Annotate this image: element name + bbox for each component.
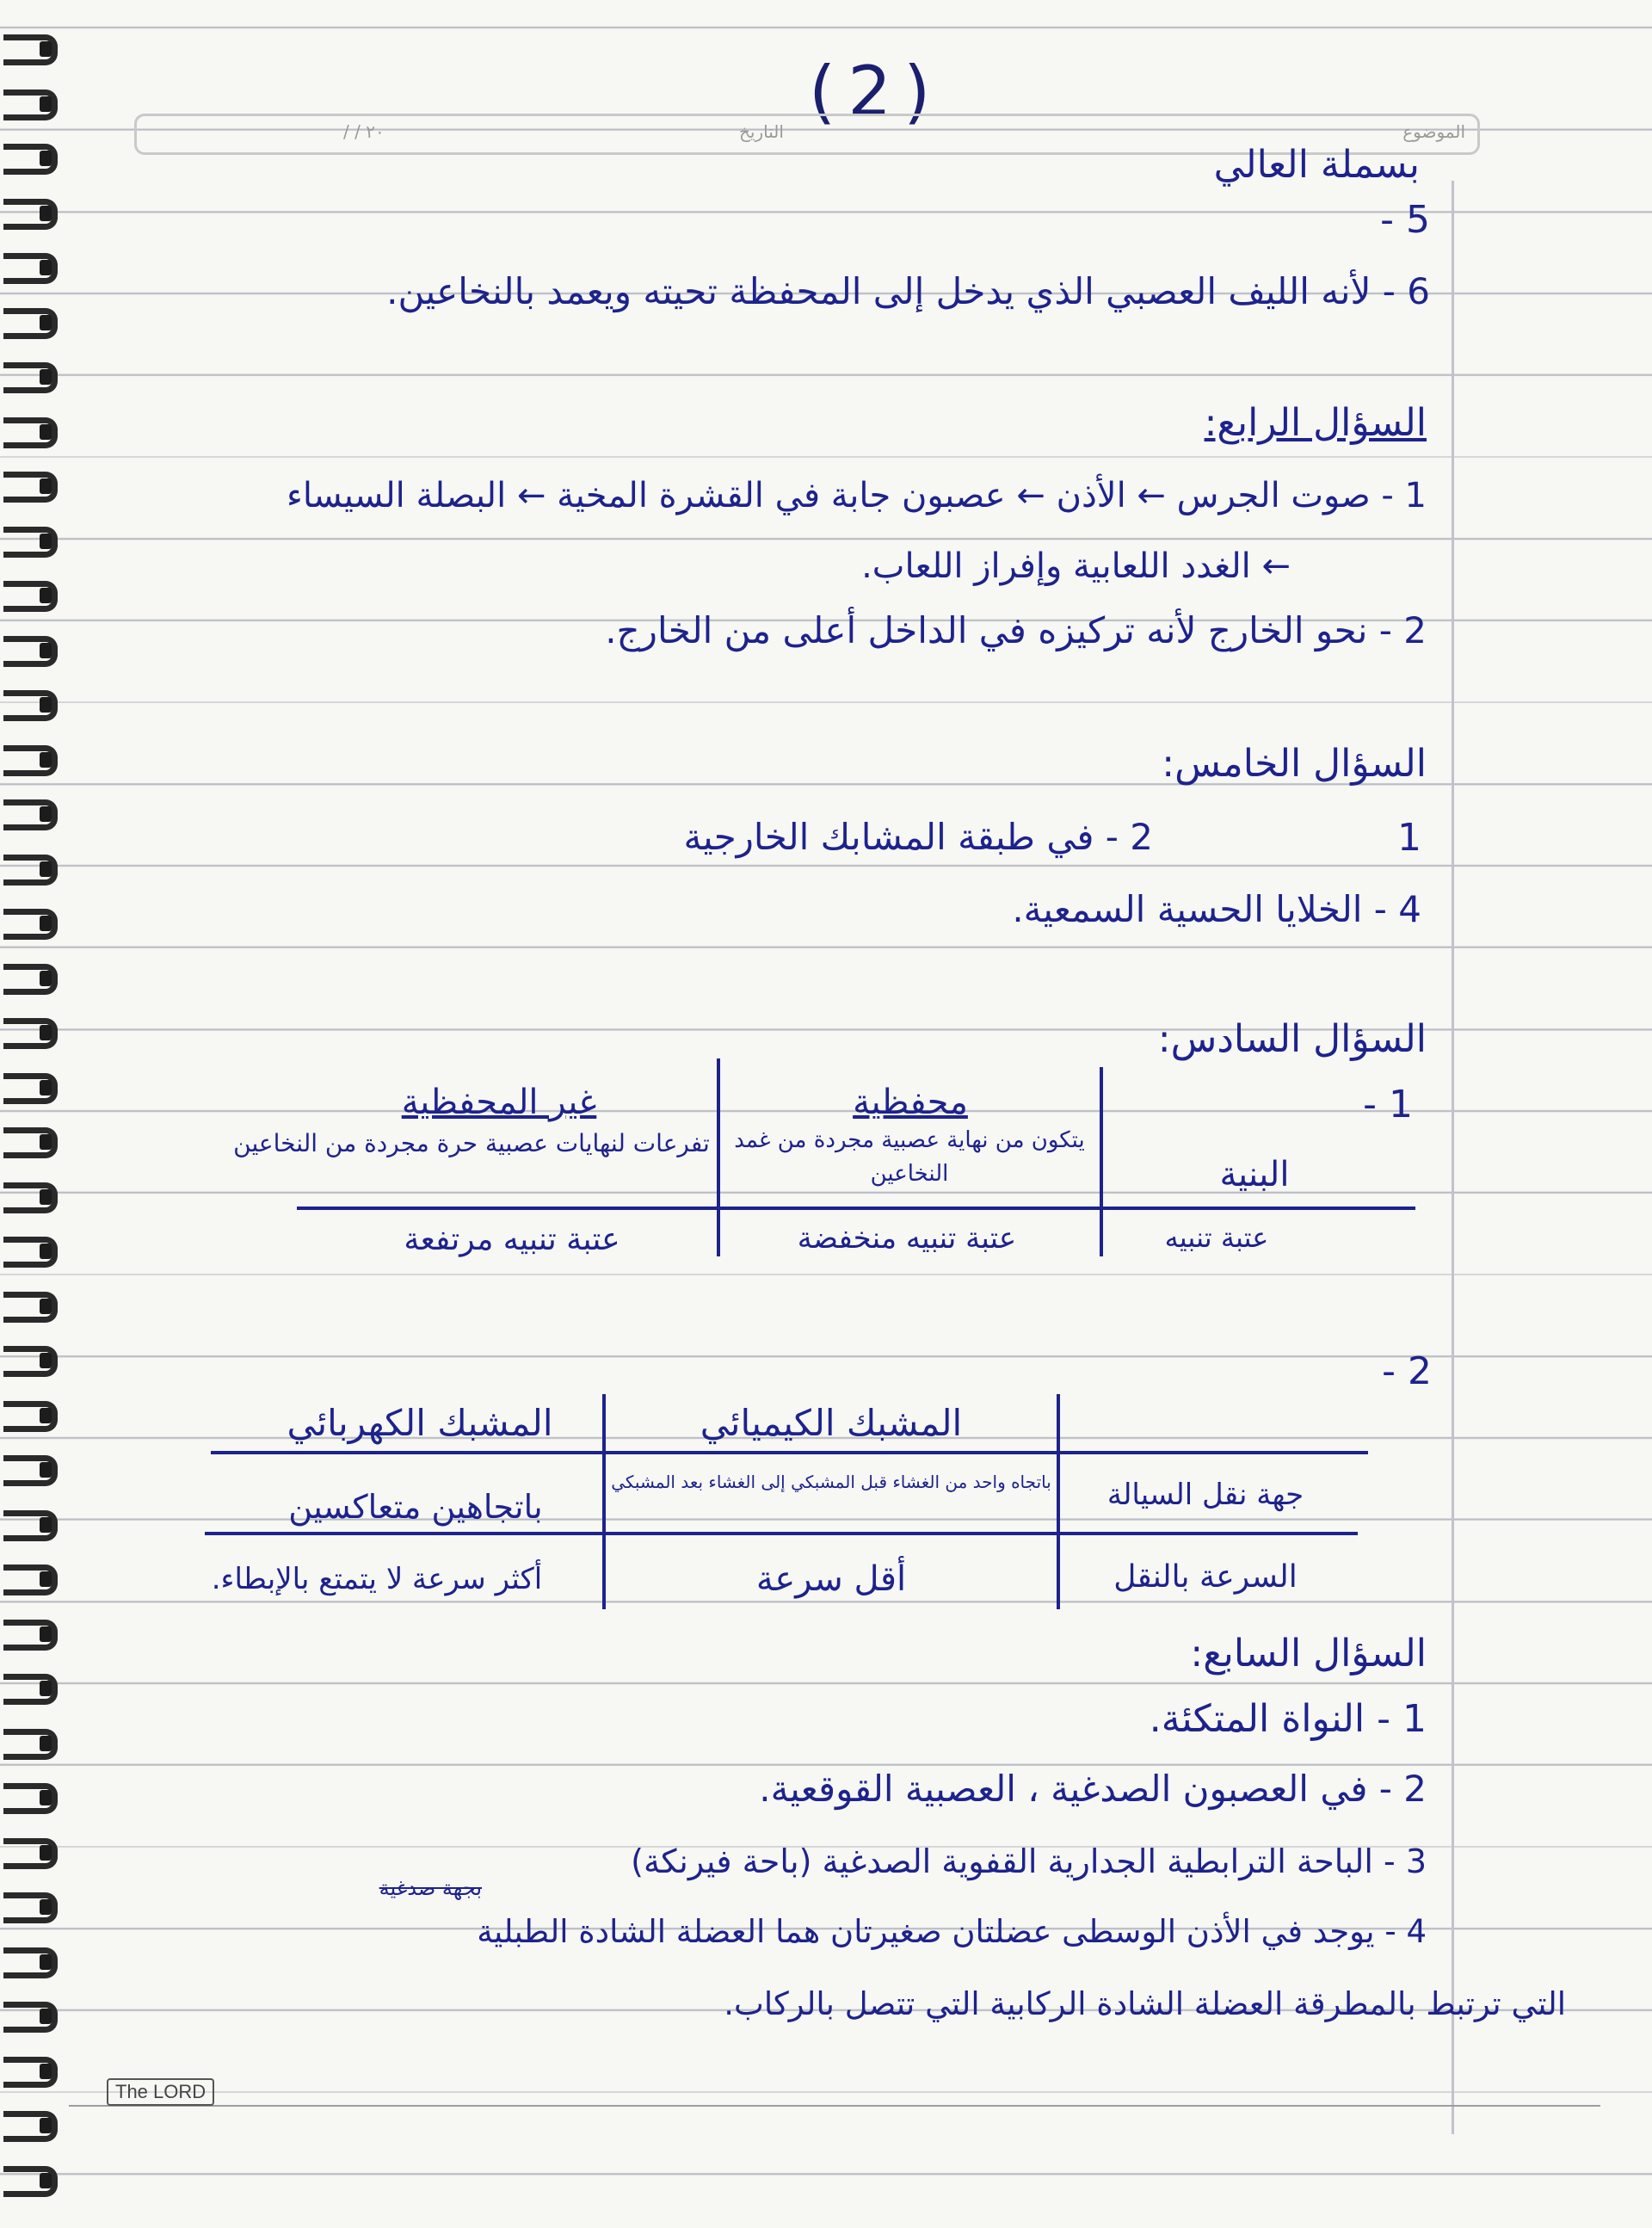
spiral-hole [40, 916, 52, 931]
table-2-cell-1-1: باتجاه واحد من الغشاء قبل المشبكي إلى الغشاء بعد المشبكي [611, 1472, 1051, 1492]
spiral-hole [40, 971, 52, 986]
spiral-hole [40, 1025, 52, 1040]
question-7-title: السؤال السابع: [1190, 1632, 1427, 1676]
spiral-hole [40, 1845, 52, 1861]
subject-label: الموضوع [1402, 121, 1465, 142]
table-2-header-col-2: المشبك الكهربائي [287, 1402, 553, 1444]
spiral-hole [40, 697, 52, 713]
table-1-cell-1-1: يتكون من نهاية عصبية مجردة من غمد النخاعين [734, 1127, 1085, 1187]
table-1-row-rule [297, 1207, 1415, 1210]
spiral-hole [40, 315, 52, 330]
question-6-part-2: 2 - [1382, 1349, 1432, 1393]
spiral-hole [40, 2009, 52, 2024]
question-5-title: السؤال الخامس: [1162, 742, 1427, 786]
spiral-hole [40, 861, 52, 877]
table-2-cell-2-2: أكثر سرعة لا يتمتع بالإبطاء. [211, 1562, 543, 1596]
spiral-hole [40, 643, 52, 658]
question-7-answer-4-line-2: التي ترتبط بالمطرقة العضلة الشادة الركابية التي تتصل بالركاب. [724, 1985, 1566, 2022]
spiral-hole [40, 1462, 52, 1478]
table-1-header-col-1: محفظية [853, 1083, 968, 1122]
spiral-hole [40, 206, 52, 221]
question-7-answer-1: 1 - النواة المتكئة. [1149, 1697, 1427, 1741]
spiral-hole [40, 424, 52, 440]
spiral-hole [40, 1408, 52, 1423]
spiral-hole [40, 1954, 52, 1970]
spiral-hole [40, 1353, 52, 1368]
spiral-hole [40, 1299, 52, 1314]
question-5-answer-1: 1 [1397, 816, 1421, 860]
table-2-header-rule [211, 1451, 1368, 1454]
question-4-answer-1-line-2: ← الغدد اللعابية وإفراز اللعاب. [861, 546, 1291, 586]
bottom-rule [69, 2105, 1600, 2107]
date-value: / / ٢٠ [343, 121, 385, 142]
spiral-hole [40, 1736, 52, 1751]
table-2-row-label-2: السرعة بالنقل [1113, 1559, 1298, 1595]
spiral-hole [40, 2118, 52, 2133]
spiral-hole [40, 1681, 52, 1696]
table-2-row-rule [205, 1532, 1358, 1535]
question-4-answer-1-line-1: 1 - صوت الجرس ← الأذن ← عصبون جابة في القشرة المخية ← البصلة السيساء [287, 476, 1427, 515]
spiral-hole [40, 1189, 52, 1205]
date-label: التاريخ [739, 121, 784, 142]
answer-item-5: 5 - [1380, 198, 1430, 242]
spiral-hole [40, 1517, 52, 1533]
spiral-hole [40, 2064, 52, 2079]
spiral-hole [40, 2173, 52, 2188]
spiral-hole [40, 806, 52, 822]
notebook-brand-label: The LORD [107, 2078, 214, 2106]
spiral-hole [40, 151, 52, 166]
spiral-hole [40, 1080, 52, 1095]
spiral-hole [40, 752, 52, 768]
answer-item-6: 6 - لأنه الليف العصبي الذي يدخل إلى المحفظة تحيته ويعمد بالنخاعين. [386, 270, 1430, 312]
table-2-divider [602, 1394, 606, 1609]
page-number: (2) [809, 52, 943, 132]
question-6-part-1: 1 - [1363, 1083, 1413, 1126]
question-7-answer-2: 2 - في العصبون الصدغية ، العصبية القوقعية. [759, 1768, 1427, 1810]
spiral-hole [40, 478, 52, 494]
spiral-hole [40, 1244, 52, 1259]
question-6-title: السؤال السادس: [1157, 1017, 1427, 1061]
table-2-row-label-1: جهة نقل السيالة [1106, 1478, 1304, 1512]
table-1-row-label-2: عتبة تنبيه [1164, 1221, 1269, 1254]
question-5-answer-4: 4 - الخلايا الحسية السمعية. [1012, 888, 1421, 930]
table-2-header-col-1: المشبك الكيميائي [700, 1402, 963, 1444]
table-2-divider [1057, 1394, 1060, 1609]
spiral-hole [40, 41, 52, 57]
spiral-hole [40, 96, 52, 112]
spiral-binding [0, 0, 65, 2228]
question-7-answer-3: 3 - الباحة الترابطية الجدارية القفوية الصدغية (باحة فيرنكة) [631, 1842, 1427, 1880]
spiral-hole [40, 369, 52, 385]
table-2-cell-2-1: أقل سرعة [755, 1559, 907, 1599]
spiral-hole [40, 588, 52, 603]
table-1-cell-1-2: تفرعات لنهايات عصبية حرة مجردة من النخاعين [233, 1129, 710, 1157]
question-4-title: السؤال الرابع: [1204, 401, 1427, 445]
spiral-hole [40, 1790, 52, 1805]
spiral-hole [40, 260, 52, 275]
spiral-hole [40, 1134, 52, 1150]
table-1-divider [1100, 1067, 1103, 1256]
table-1-header-col-2: غير المحفظية [401, 1083, 597, 1122]
spiral-hole [40, 1626, 52, 1642]
question-7-answer-3-struck: بجهة صدغية [379, 1876, 482, 1900]
table-2-cell-1-2: باتجاهين متعاكسين [288, 1488, 543, 1526]
table-1-cell-2-2: عتبة تنبيه مرتفعة [404, 1222, 620, 1257]
spiral-hole [40, 1899, 52, 1915]
question-7-answer-4-line-1: 4 - يوجد في الأذن الوسطى عضلتان صغيرتان هما العضلة الشادة الطبلية [477, 1913, 1427, 1950]
table-1-row-label-1: البنية [1219, 1155, 1290, 1194]
spiral-hole [40, 1571, 52, 1587]
question-4-answer-2: 2 - نحو الخارج لأنه تركيزه في الداخل أعلى من الخارج. [605, 609, 1427, 651]
question-5-answer-2: 2 - في طبقة المشابك الخارجية [683, 816, 1153, 858]
basmala: بسملة العالي [1213, 143, 1420, 187]
table-1-cell-2-1: عتبة تنبيه منخفضة [797, 1221, 1017, 1256]
spiral-hole [40, 534, 52, 549]
margin-line [1452, 181, 1454, 2134]
